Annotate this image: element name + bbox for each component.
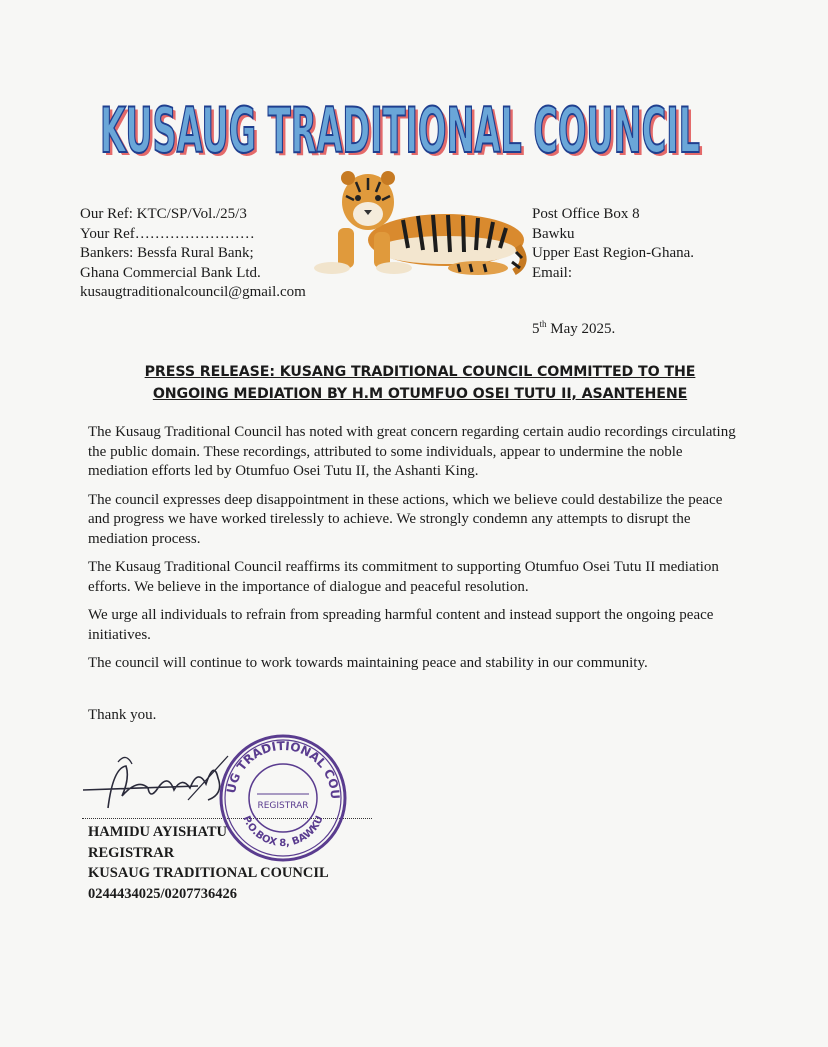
address-line-1: Post Office Box 8 bbox=[532, 206, 640, 222]
your-ref: Your Ref…………………… bbox=[80, 225, 255, 242]
address-block bbox=[532, 205, 694, 283]
bankers: Bankers: Bessfa Rural Bank; bbox=[80, 245, 254, 261]
closing: Thank you. bbox=[88, 707, 157, 723]
date-rest: May 2025. bbox=[546, 321, 616, 337]
stamp-inner-text: REGISTRAR bbox=[257, 801, 309, 811]
paragraph-5: The council will continue to work towards maintaining peace and stability in our community. bbox=[88, 655, 648, 671]
reference-block bbox=[80, 205, 306, 303]
signatory-name: HAMIDU AYISHATU bbox=[88, 824, 227, 840]
title-line-2: ONGOING MEDIATION BY H.M OTUMFUO OSEI TUTU II, ASANTEHENE bbox=[152, 386, 688, 402]
date-suffix: th bbox=[539, 319, 547, 329]
press-release-body bbox=[88, 423, 738, 683]
address-line-3: Upper East Region-Ghana. bbox=[532, 245, 695, 261]
signatory-org: KUSAUG TRADITIONAL COUNCIL bbox=[88, 865, 329, 881]
paragraph-3: The Kusaug Traditional Council reaffirms its commitment to supporting Otumfuo Osei Tutu II mediation efforts. We believe in the importance of dialogue and peaceful resolution. bbox=[88, 559, 719, 595]
letterhead-shadow-text: KUSAUG TRADITIONAL COUNCIL bbox=[103, 97, 703, 168]
paragraph-2: The council expresses deep disappointment in these actions, which we believe could destabilize the peace and progress we have worked tirelessly to achieve. We strongly condemn any attempts to disrupt the mediation process. bbox=[88, 491, 723, 547]
press-release-title bbox=[80, 361, 760, 405]
svg-text:KUSAUG TRADITIONAL COUNCIL bbox=[217, 732, 342, 800]
title-line-1: PRESS RELEASE: KUSANG TRADITIONAL COUNCIL COMMITTED TO THE bbox=[144, 364, 696, 380]
signatory-block bbox=[88, 822, 329, 904]
address-line-4: Email: bbox=[532, 264, 572, 281]
letterhead-title bbox=[90, 88, 710, 168]
email-address: kusaugtraditionalcouncil@gmail.com bbox=[80, 284, 306, 300]
bank-name: Ghana Commercial Bank Ltd. bbox=[80, 264, 261, 281]
our-ref: Our Ref: KTC/SP/Vol./25/3 bbox=[80, 206, 247, 222]
stamp-ring-text: UG TRADITIONAL COU bbox=[224, 738, 343, 800]
letterhead-text: KUSAUG TRADITIONAL COUNCIL bbox=[100, 94, 700, 167]
stamp-bottom-text: P.O.BOX 8, BAWKU bbox=[240, 814, 326, 850]
paragraph-1: The Kusaug Traditional Council has noted with great concern regarding certain audio recordings circulating the public domain. These recordings, attributed to some individuals, appear to undermine the noble mediation efforts led by Otumfuo Osei Tutu II, the Ashanti King. bbox=[88, 424, 736, 479]
tiger-icon bbox=[308, 168, 528, 280]
signatory-role: REGISTRAR bbox=[88, 844, 175, 861]
date-day: 5 bbox=[532, 321, 540, 337]
letter-date bbox=[532, 319, 615, 338]
address-line-2: Bawku bbox=[532, 225, 575, 242]
signatory-phones: 0244434025/0207736426 bbox=[88, 885, 238, 902]
paragraph-4: We urge all individuals to refrain from spreading harmful content and instead support the ongoing peace initiatives. bbox=[88, 607, 714, 643]
